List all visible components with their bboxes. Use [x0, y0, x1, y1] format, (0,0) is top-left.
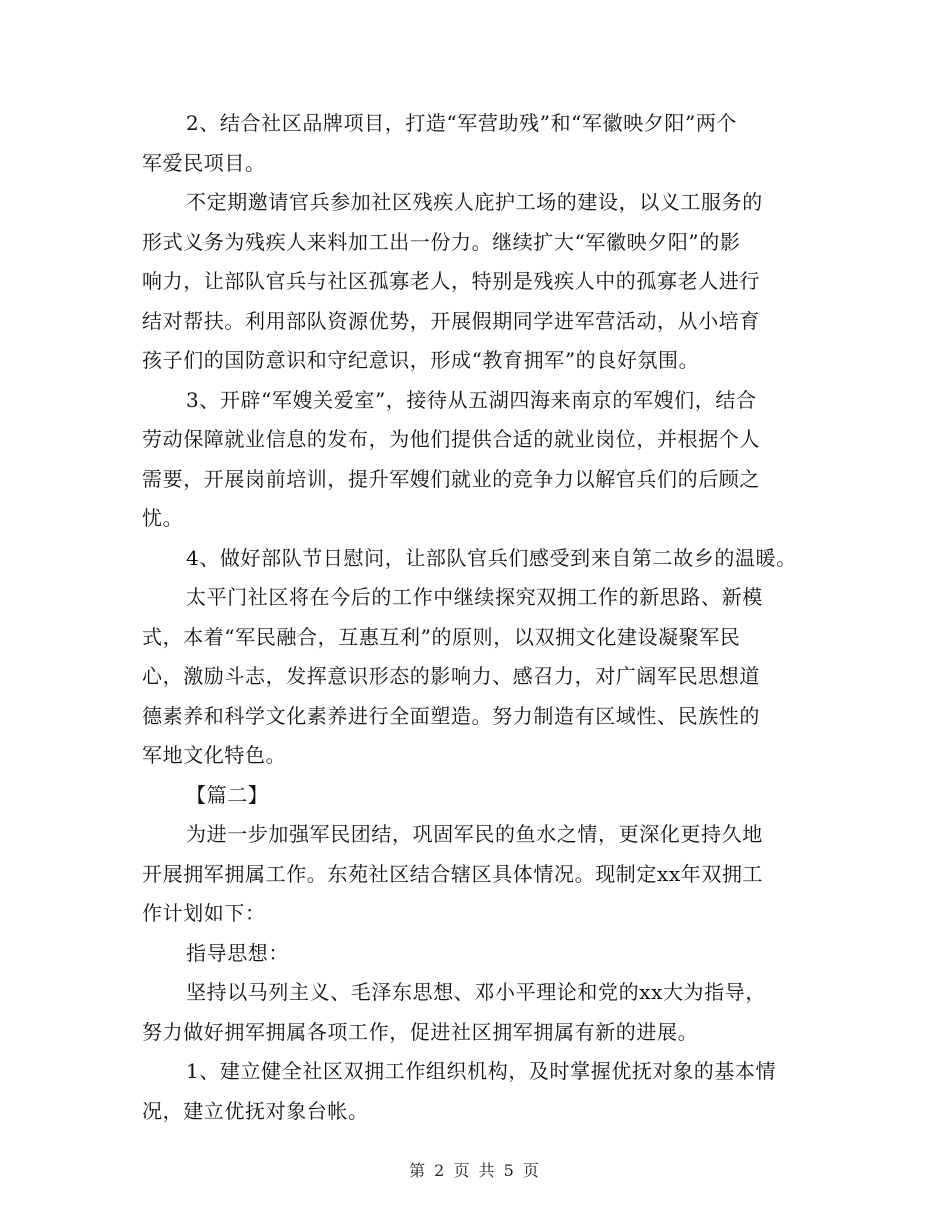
text-line: 劳动保障就业信息的发布，为他们提供合适的就业岗位，并根据个人 — [142, 427, 760, 451]
text-line: 形式义务为残疾人来料加工出一份力。继续扩大“军徽映夕阳”的影 — [142, 229, 741, 254]
text-line: 军地文化特色。 — [142, 743, 287, 767]
text-line: 3、开辟“军嫂关爱室”，接待从五湖四海来南京的军嫂们，结合 — [186, 387, 757, 412]
text-line: 开展拥军拥属工作。东苑社区结合辖区具体情况。现制定xx年双拥工 — [142, 861, 764, 886]
text-line: 努力做好拥军拥属各项工作，促进社区拥军拥属有新的进展。 — [142, 1019, 699, 1044]
page-number-footer: 第 2 页 共 5 页 — [409, 1161, 541, 1180]
text-line: 【篇二】 — [186, 782, 269, 807]
text-line: 指导思想： — [186, 940, 289, 965]
text-line: 响力，让部队官兵与社区孤寡老人，特别是残疾人中的孤寡老人进行 — [142, 269, 760, 293]
text-line: 德素养和科学文化素养进行全面塑造。努力制造有区域性、民族性的 — [142, 703, 760, 728]
text-line: 1、建立健全社区双拥工作组织机构，及时掌握优抚对象的基本情 — [186, 1059, 777, 1083]
text-line: 太平门社区将在今后的工作中继续探究双拥工作的新思路、新模 — [186, 585, 763, 609]
text-line: 况，建立优抚对象台帐。 — [142, 1098, 369, 1123]
text-line: 忧。 — [142, 506, 184, 530]
text-line: 式，本着“军民融合，互惠互利”的原则，以双拥文化建设凝聚军民 — [142, 624, 741, 649]
text-line: 为进一步加强军民团结，巩固军民的鱼水之情，更深化更持久地 — [186, 822, 763, 846]
text-line: 4、做好部队节日慰问，让部队官兵们感受到来自第二故乡的温暖。 — [186, 545, 797, 570]
text-line: 军爱民项目。 — [142, 150, 266, 175]
text-line: 不定期邀请官兵参加社区残疾人庇护工场的建设，以义工服务的 — [186, 190, 763, 214]
text-line: 孩子们的国防意识和守纪意识，形成“教育拥军”的良好氛围。 — [142, 348, 700, 372]
text-line: 坚持以马列主义、毛泽东思想、邓小平理论和党的xx大为指导， — [186, 980, 766, 1004]
text-line: 2、结合社区品牌项目，打造“军营助残”和“军徽映夕阳”两个 — [186, 111, 738, 135]
document-body — [142, 104, 822, 1131]
text-line: 心，激励斗志，发挥意识形态的影响力、感召力，对广阔军民思想道 — [142, 664, 760, 688]
text-line: 结对帮扶。利用部队资源优势，开展假期同学进军营活动，从小培育 — [142, 308, 760, 333]
text-line: 作计划如下： — [142, 901, 266, 925]
text-line: 需要，开展岗前培训，提升军嫂们就业的竞争力以解官兵们的后顾之 — [142, 466, 760, 491]
